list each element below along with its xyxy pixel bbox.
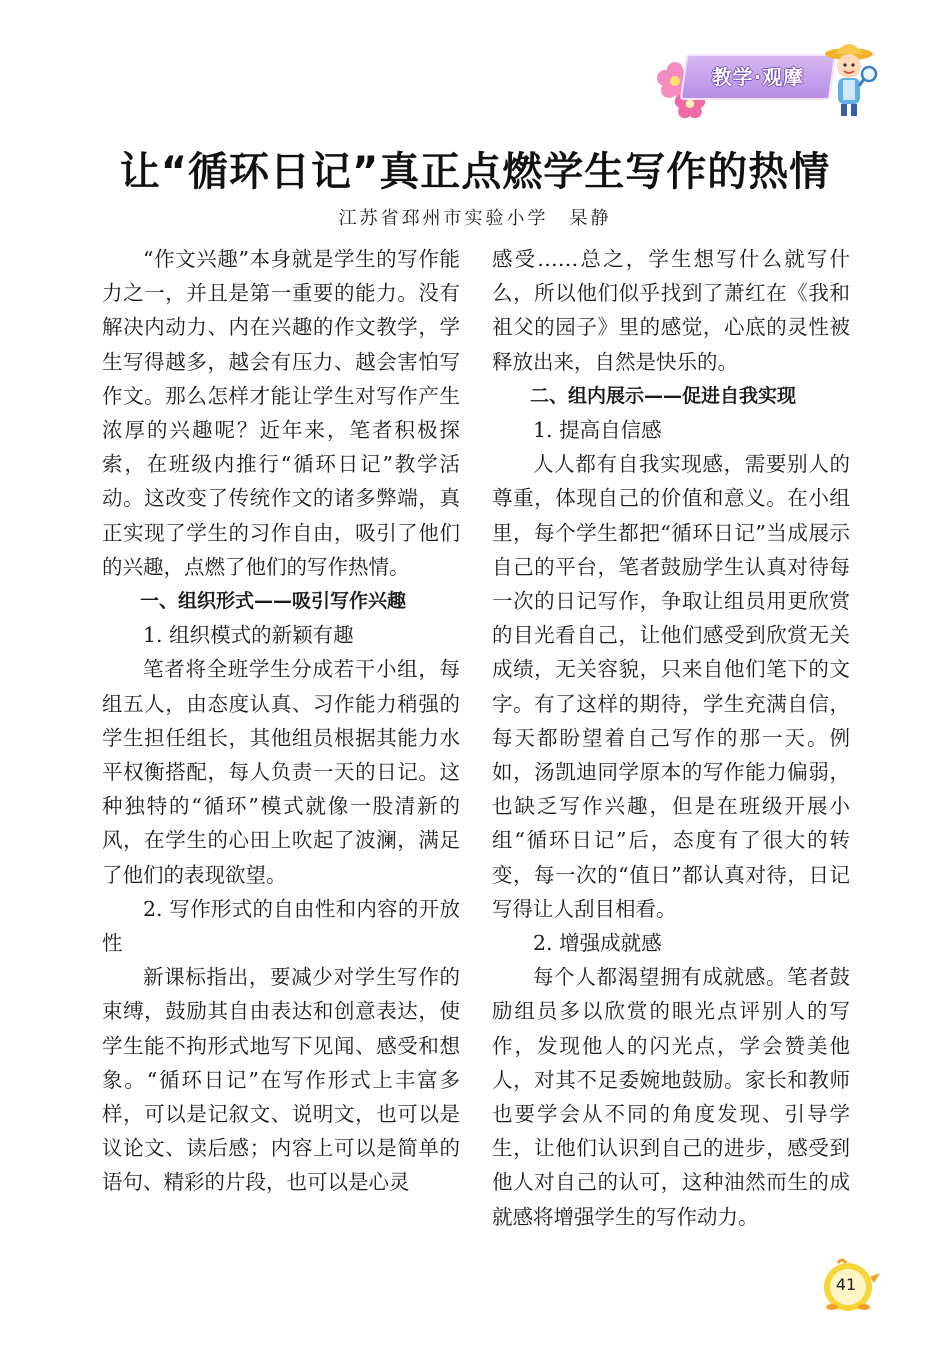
section-badge [655, 40, 885, 120]
subheading: 2. 增强成就感 [533, 931, 662, 956]
paragraph: 笔者将全班学生分成若干小组，每组五人，由态度认真、习作能力稍强的学生担任组长，其他组员根据其能力水平权衡搭配，每人负责一天的日记。这种独特的“循环”模式就像一股清新的风，在学生的心田上吹起了波澜，满足了他们的表现欲望。 [102, 657, 460, 887]
subheading: 1. 提高自信感 [533, 418, 662, 443]
paragraph: “作文兴趣”本身就是学生的写作能力之一，并且是第一重要的能力。没有解决内动力、内在兴趣的作文教学，学生写得越多，越会有压力、越会害怕写作文。那么怎样才能让学生对写作产生浓厚的兴趣呢？近年来，笔者积极探索，在班级内推行“循环日记”教学活动。这改变了传统作文的诸多弊端，真正实现了学生的习作自由，吸引了他们的兴趣，点燃了他们的写作热情。 [102, 247, 460, 579]
page-number: 41 [835, 1275, 857, 1294]
article-byline: 江苏省邳州市实验小学 杲静 [338, 208, 612, 229]
subheading: 1. 组织模式的新颖有趣 [143, 623, 354, 648]
section-heading: 二、组内展示——促进自我实现 [530, 384, 797, 407]
paragraph: 感受……总之，学生想写什么就写什么，所以他们似乎找到了萧红在《我和祖父的园子》里的感觉，心底的灵性被释放出来，自然是快乐的。 [492, 247, 850, 374]
left-column [102, 242, 460, 1200]
section-badge-label: 教学·观摩 [711, 65, 805, 89]
paragraph: 每个人都渴望拥有成就感。笔者鼓励组员多以欣赏的眼光点评别人的写作，发现他人的闪光点，学会赞美他人，对其不足委婉地鼓励。家长和教师也要学会从不同的角度发现、引导学生，让他们认识到自己的进步，感受到他人对自己的认可，这种油然而生的成就感将增强学生的写作动力。 [492, 965, 850, 1229]
right-column [492, 242, 850, 1234]
section-heading: 一、组织形式——吸引写作兴趣 [140, 590, 407, 613]
subheading: 2. 写作形式的自由性和内容的开放性 [102, 896, 460, 956]
child-explorer-icon [823, 40, 879, 120]
article-title: 让“循环日记”真正点燃学生写作的热情 [119, 149, 831, 195]
paragraph: 人人都有自我实现感，需要别人的尊重，体现自己的价值和意义。在小组里，每个学生都把“循环日记”当成展示自己的平台，笔者鼓励学生认真对待每一次的日记写作，争取让组员用更欣赏的目光看自己，让他们感受到欣赏无关成绩，无关容貌，只来自他们笔下的文字。有了这样的期待，学生充满自信，每天都盼望着自己写作的那一天。例如，汤凯迪同学原本的写作能力偏弱，也缺乏写作兴趣，但是在班级开展小组“循环日记”后，态度有了很大的转变，每一次的“值日”都认真对待，日记写得让人刮目相看。 [492, 452, 850, 921]
paragraph: 新课标指出，要减少对学生写作的束缚，鼓励其自由表达和创意表达，使学生能不拘形式地写下见闻、感受和想象。“循环日记”在写作形式上丰富多样，可以是记叙文、说明文，也可以是议论文、读后感；内容上可以是简单的语句、精彩的片段，也可以是心灵 [102, 965, 460, 1195]
